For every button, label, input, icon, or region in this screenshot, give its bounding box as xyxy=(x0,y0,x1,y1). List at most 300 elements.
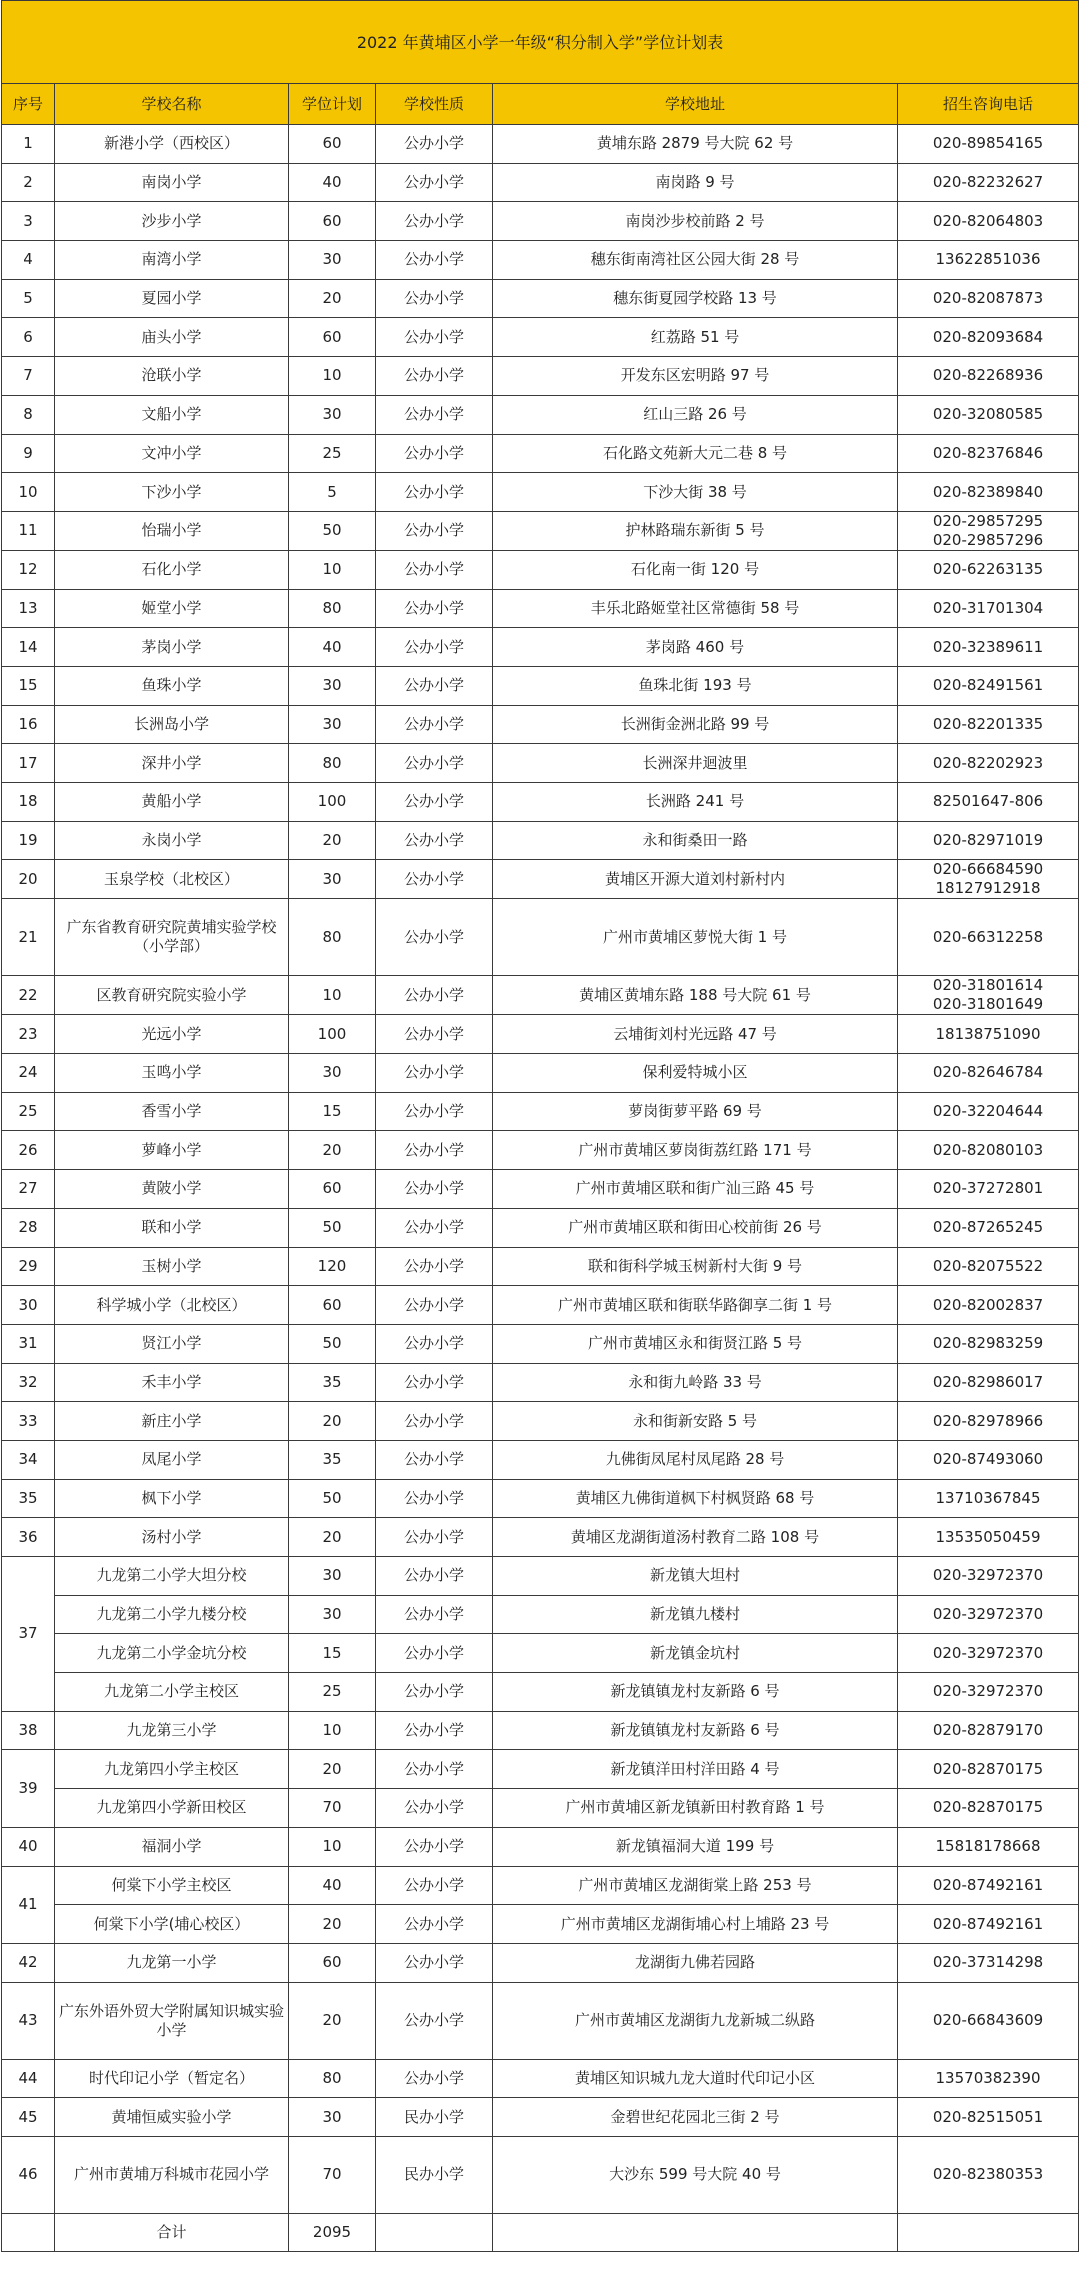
table-row xyxy=(2,511,1079,550)
contact-phone xyxy=(898,1363,1079,1402)
contact-phone xyxy=(898,1595,1079,1634)
school-address: 红荔路 51 号 xyxy=(493,318,898,357)
school-address: 丰乐北路姬堂社区常德街 58 号 xyxy=(493,589,898,628)
table-row xyxy=(2,976,1079,1015)
column-header: 学校性质 xyxy=(376,84,493,125)
seat-quota: 120 xyxy=(289,1247,376,1286)
seat-quota: 80 xyxy=(289,744,376,783)
seat-quota: 10 xyxy=(289,1711,376,1750)
school-name: 文船小学 xyxy=(55,395,289,434)
contact-phone xyxy=(898,628,1079,667)
table-row xyxy=(2,589,1079,628)
school-address: 永和街九岭路 33 号 xyxy=(493,1363,898,1402)
school-type: 公办小学 xyxy=(376,395,493,434)
school-type: 公办小学 xyxy=(376,550,493,589)
phone-number: 82501647-806 xyxy=(932,792,1044,811)
school-address: 下沙大街 38 号 xyxy=(493,473,898,512)
table-row xyxy=(2,1402,1079,1441)
contact-phone xyxy=(898,899,1079,976)
school-name: 下沙小学 xyxy=(55,473,289,512)
phone-number: 13622851036 xyxy=(935,250,1041,269)
seat-quota: 25 xyxy=(289,1673,376,1712)
phone-number: 020-82075522 xyxy=(932,1256,1044,1275)
phone-number: 020-87265245 xyxy=(932,1218,1044,1237)
seat-quota: 50 xyxy=(289,1479,376,1518)
row-number: 29 xyxy=(2,1247,55,1286)
row-number: 26 xyxy=(2,1131,55,1170)
table-row xyxy=(2,1131,1079,1170)
school-type: 公办小学 xyxy=(376,318,493,357)
phone-number: 020-32972370 xyxy=(932,1643,1044,1662)
contact-phone xyxy=(898,1866,1079,1905)
school-type: 公办小学 xyxy=(376,1634,493,1673)
seat-quota: 20 xyxy=(289,1131,376,1170)
phone-number: 020-82232627 xyxy=(932,173,1044,192)
row-number: 6 xyxy=(2,318,55,357)
contact-phone xyxy=(898,1479,1079,1518)
table-row xyxy=(2,821,1079,860)
table-row xyxy=(2,279,1079,318)
phone-number: 020-62263135 xyxy=(932,560,1044,579)
contact-phone xyxy=(898,744,1079,783)
school-name: 石化小学 xyxy=(55,550,289,589)
school-address: 云埔街刘村光远路 47 号 xyxy=(493,1015,898,1054)
table-row xyxy=(2,1363,1079,1402)
school-name: 香雪小学 xyxy=(55,1092,289,1131)
seat-quota: 30 xyxy=(289,666,376,705)
contact-phone xyxy=(898,1054,1079,1093)
table-row xyxy=(2,744,1079,783)
table-row xyxy=(2,899,1079,976)
total-label: 合计 xyxy=(55,2213,289,2251)
table-row xyxy=(2,202,1079,241)
school-name: 九龙第二小学大坦分校 xyxy=(55,1557,289,1596)
school-name: 怡瑞小学 xyxy=(55,511,289,550)
school-address: 广州市黄埔区龙湖街棠上路 253 号 xyxy=(493,1866,898,1905)
school-name: 福洞小学 xyxy=(55,1827,289,1866)
contact-phone xyxy=(898,241,1079,280)
school-type: 公办小学 xyxy=(376,241,493,280)
contact-phone xyxy=(898,1170,1079,1209)
school-address: 新龙镇洋田村洋田路 4 号 xyxy=(493,1750,898,1789)
school-address: 联和街科学城玉树新村大街 9 号 xyxy=(493,1247,898,1286)
phone-number: 18127912918 xyxy=(935,879,1041,898)
school-address: 茅岗路 460 号 xyxy=(493,628,898,667)
contact-phone xyxy=(898,1324,1079,1363)
row-number: 33 xyxy=(2,1402,55,1441)
contact-phone xyxy=(898,2098,1079,2137)
school-address: 广州市黄埔区新龙镇新田村教育路 1 号 xyxy=(493,1789,898,1828)
seat-quota: 60 xyxy=(289,318,376,357)
row-number: 25 xyxy=(2,1092,55,1131)
contact-phone xyxy=(898,1247,1079,1286)
table-row xyxy=(2,1247,1079,1286)
contact-phone xyxy=(898,318,1079,357)
table-row xyxy=(2,1827,1079,1866)
school-name: 贤江小学 xyxy=(55,1324,289,1363)
seat-quota: 35 xyxy=(289,1363,376,1402)
phone-number: 020-82064803 xyxy=(932,211,1044,230)
contact-phone xyxy=(898,357,1079,396)
school-name: 萝峰小学 xyxy=(55,1131,289,1170)
contact-phone xyxy=(898,1557,1079,1596)
school-address: 萝岗街萝平路 69 号 xyxy=(493,1092,898,1131)
school-address: 龙湖街九佛若园路 xyxy=(493,1943,898,1982)
total-empty-cell xyxy=(898,2213,1079,2251)
school-address: 长洲路 241 号 xyxy=(493,783,898,822)
row-number: 1 xyxy=(2,125,55,164)
school-name: 区教育研究院实验小学 xyxy=(55,976,289,1015)
school-address: 黄埔区九佛街道枫下村枫贤路 68 号 xyxy=(493,1479,898,1518)
table-row xyxy=(2,1595,1079,1634)
row-number: 43 xyxy=(2,1982,55,2059)
row-number: 21 xyxy=(2,899,55,976)
seat-quota: 20 xyxy=(289,1518,376,1557)
phone-number: 13570382390 xyxy=(935,2068,1041,2087)
row-number: 44 xyxy=(2,2059,55,2098)
school-type: 公办小学 xyxy=(376,357,493,396)
school-type: 公办小学 xyxy=(376,705,493,744)
table-row xyxy=(2,125,1079,164)
row-number: 8 xyxy=(2,395,55,434)
row-number: 37 xyxy=(2,1557,55,1712)
school-name: 禾丰小学 xyxy=(55,1363,289,1402)
seat-quota: 20 xyxy=(289,279,376,318)
school-name: 永岗小学 xyxy=(55,821,289,860)
table-row xyxy=(2,705,1079,744)
contact-phone xyxy=(898,1131,1079,1170)
contact-phone xyxy=(898,1673,1079,1712)
seat-quota: 70 xyxy=(289,1789,376,1828)
phone-number: 020-82978966 xyxy=(932,1411,1044,1430)
school-address: 红山三路 26 号 xyxy=(493,395,898,434)
row-number: 22 xyxy=(2,976,55,1015)
school-address: 开发东区宏明路 97 号 xyxy=(493,357,898,396)
table-row xyxy=(2,1479,1079,1518)
phone-number: 020-82268936 xyxy=(932,366,1044,385)
school-address: 保利爱特城小区 xyxy=(493,1054,898,1093)
school-type: 公办小学 xyxy=(376,1324,493,1363)
school-type: 民办小学 xyxy=(376,2098,493,2137)
row-number: 18 xyxy=(2,783,55,822)
phone-number: 020-82201335 xyxy=(932,714,1044,733)
total-empty-cell xyxy=(376,2213,493,2251)
contact-phone xyxy=(898,473,1079,512)
school-address: 长洲深井迴波里 xyxy=(493,744,898,783)
school-name: 玉鸣小学 xyxy=(55,1054,289,1093)
school-type: 公办小学 xyxy=(376,1943,493,1982)
school-type: 公办小学 xyxy=(376,1092,493,1131)
contact-phone xyxy=(898,860,1079,899)
table-row xyxy=(2,163,1079,202)
school-name: 黄埔恒威实验小学 xyxy=(55,2098,289,2137)
phone-number: 020-82491561 xyxy=(932,676,1044,695)
contact-phone xyxy=(898,1518,1079,1557)
school-address: 广州市黄埔区联和街田心校前街 26 号 xyxy=(493,1208,898,1247)
row-number: 46 xyxy=(2,2136,55,2213)
seat-quota: 30 xyxy=(289,1595,376,1634)
seat-quota: 30 xyxy=(289,705,376,744)
column-header: 学位计划 xyxy=(289,84,376,125)
school-type: 公办小学 xyxy=(376,744,493,783)
seat-quota: 10 xyxy=(289,976,376,1015)
seat-quota: 35 xyxy=(289,1440,376,1479)
contact-phone xyxy=(898,1905,1079,1944)
seat-quota: 20 xyxy=(289,1750,376,1789)
contact-phone xyxy=(898,1440,1079,1479)
school-type: 公办小学 xyxy=(376,1557,493,1596)
phone-number: 020-87493060 xyxy=(932,1450,1044,1469)
seat-quota: 100 xyxy=(289,783,376,822)
table-row xyxy=(2,1634,1079,1673)
row-number: 10 xyxy=(2,473,55,512)
school-type: 公办小学 xyxy=(376,666,493,705)
contact-phone xyxy=(898,125,1079,164)
school-name: 沧联小学 xyxy=(55,357,289,396)
seat-quota: 50 xyxy=(289,1208,376,1247)
phone-number: 020-82971019 xyxy=(932,831,1044,850)
seat-quota: 20 xyxy=(289,1905,376,1944)
school-type: 公办小学 xyxy=(376,125,493,164)
contact-phone xyxy=(898,666,1079,705)
school-type: 公办小学 xyxy=(376,1247,493,1286)
phone-number: 020-32972370 xyxy=(932,1682,1044,1701)
phone-number: 020-29857296 xyxy=(932,530,1044,549)
school-address: 鱼珠北街 193 号 xyxy=(493,666,898,705)
table-row xyxy=(2,2136,1079,2213)
row-number: 41 xyxy=(2,1866,55,1943)
phone-number: 020-87492161 xyxy=(932,1875,1044,1894)
school-name: 时代印记小学（暂定名） xyxy=(55,2059,289,2098)
phone-number: 020-32972370 xyxy=(932,1605,1044,1624)
school-type: 公办小学 xyxy=(376,511,493,550)
contact-phone xyxy=(898,395,1079,434)
table-row xyxy=(2,860,1079,899)
school-name: 南岗小学 xyxy=(55,163,289,202)
phone-number: 020-82389840 xyxy=(932,482,1044,501)
school-name: 广东省教育研究院黄埔实验学校（小学部） xyxy=(55,899,289,976)
school-type: 公办小学 xyxy=(376,1982,493,2059)
row-number: 17 xyxy=(2,744,55,783)
school-address: 新龙镇福洞大道 199 号 xyxy=(493,1827,898,1866)
seat-quota: 60 xyxy=(289,125,376,164)
row-number: 23 xyxy=(2,1015,55,1054)
table-row xyxy=(2,318,1079,357)
phone-number: 020-82093684 xyxy=(932,327,1044,346)
phone-number: 020-31801614 xyxy=(932,976,1044,995)
school-name: 黄船小学 xyxy=(55,783,289,822)
school-name: 夏园小学 xyxy=(55,279,289,318)
school-type: 公办小学 xyxy=(376,2059,493,2098)
row-number: 19 xyxy=(2,821,55,860)
phone-number: 020-82986017 xyxy=(932,1372,1044,1391)
contact-phone xyxy=(898,434,1079,473)
school-type: 公办小学 xyxy=(376,589,493,628)
school-type: 公办小学 xyxy=(376,1479,493,1518)
school-name: 九龙第一小学 xyxy=(55,1943,289,1982)
phone-number: 020-32972370 xyxy=(932,1566,1044,1585)
phone-number: 020-82646784 xyxy=(932,1063,1044,1082)
school-quota-table xyxy=(1,0,1079,2252)
phone-number: 020-89854165 xyxy=(932,134,1044,153)
school-name: 九龙第四小学主校区 xyxy=(55,1750,289,1789)
table-row xyxy=(2,357,1079,396)
seat-quota: 20 xyxy=(289,1402,376,1441)
table-row xyxy=(2,2059,1079,2098)
school-name: 枫下小学 xyxy=(55,1479,289,1518)
phone-number: 020-66312258 xyxy=(932,927,1044,946)
school-address: 石化路文苑新大元二巷 8 号 xyxy=(493,434,898,473)
row-number: 39 xyxy=(2,1750,55,1827)
table-row xyxy=(2,1750,1079,1789)
table-row xyxy=(2,434,1079,473)
row-number: 13 xyxy=(2,589,55,628)
row-number: 42 xyxy=(2,1943,55,1982)
school-name: 汤村小学 xyxy=(55,1518,289,1557)
school-name: 九龙第二小学金坑分校 xyxy=(55,1634,289,1673)
row-number: 35 xyxy=(2,1479,55,1518)
row-number: 36 xyxy=(2,1518,55,1557)
phone-number: 020-31701304 xyxy=(932,598,1044,617)
school-address: 长洲街金洲北路 99 号 xyxy=(493,705,898,744)
school-name: 九龙第二小学主校区 xyxy=(55,1673,289,1712)
table-row xyxy=(2,1943,1079,1982)
school-type: 公办小学 xyxy=(376,434,493,473)
seat-quota: 70 xyxy=(289,2136,376,2213)
school-type: 公办小学 xyxy=(376,628,493,667)
contact-phone xyxy=(898,1208,1079,1247)
row-number: 30 xyxy=(2,1286,55,1325)
table-body xyxy=(2,125,1079,2214)
contact-phone xyxy=(898,1943,1079,1982)
seat-quota: 60 xyxy=(289,1943,376,1982)
school-name: 深井小学 xyxy=(55,744,289,783)
table-row xyxy=(2,550,1079,589)
row-number: 2 xyxy=(2,163,55,202)
seat-quota: 10 xyxy=(289,357,376,396)
school-name: 姬堂小学 xyxy=(55,589,289,628)
school-type: 公办小学 xyxy=(376,1750,493,1789)
phone-number: 020-37272801 xyxy=(932,1179,1044,1198)
school-address: 新龙镇镇龙村友新路 6 号 xyxy=(493,1673,898,1712)
school-type: 公办小学 xyxy=(376,976,493,1015)
row-number: 20 xyxy=(2,860,55,899)
school-name: 九龙第二小学九楼分校 xyxy=(55,1595,289,1634)
contact-phone xyxy=(898,589,1079,628)
school-type: 公办小学 xyxy=(376,1673,493,1712)
school-address: 永和街桑田一路 xyxy=(493,821,898,860)
school-address: 永和街新安路 5 号 xyxy=(493,1402,898,1441)
school-address: 广州市黄埔区联和街广汕三路 45 号 xyxy=(493,1170,898,1209)
table-row xyxy=(2,1557,1079,1596)
column-header-row xyxy=(2,84,1079,125)
school-address: 石化南一街 120 号 xyxy=(493,550,898,589)
school-type: 公办小学 xyxy=(376,1015,493,1054)
contact-phone xyxy=(898,2136,1079,2213)
school-address: 新龙镇九楼村 xyxy=(493,1595,898,1634)
school-address: 黄埔区知识城九龙大道时代印记小区 xyxy=(493,2059,898,2098)
school-name: 科学城小学（北校区） xyxy=(55,1286,289,1325)
table-row xyxy=(2,1905,1079,1944)
school-type: 民办小学 xyxy=(376,2136,493,2213)
school-type: 公办小学 xyxy=(376,1789,493,1828)
phone-number: 020-82870175 xyxy=(932,1759,1044,1778)
phone-number: 020-32080585 xyxy=(932,405,1044,424)
page-title: 2022 年黄埔区小学一年级“积分制入学”学位计划表 xyxy=(2,1,1079,84)
phone-number: 15818178668 xyxy=(935,1837,1041,1856)
school-type: 公办小学 xyxy=(376,1905,493,1944)
contact-phone xyxy=(898,1750,1079,1789)
school-type: 公办小学 xyxy=(376,1827,493,1866)
school-type: 公办小学 xyxy=(376,783,493,822)
school-type: 公办小学 xyxy=(376,860,493,899)
school-address: 穗东街南湾社区公园大街 28 号 xyxy=(493,241,898,280)
table-row xyxy=(2,1982,1079,2059)
table-row xyxy=(2,1518,1079,1557)
table-row xyxy=(2,2098,1079,2137)
phone-number: 020-32389611 xyxy=(932,637,1044,656)
school-type: 公办小学 xyxy=(376,1711,493,1750)
seat-quota: 30 xyxy=(289,860,376,899)
contact-phone xyxy=(898,1092,1079,1131)
school-type: 公办小学 xyxy=(376,1595,493,1634)
school-name: 光远小学 xyxy=(55,1015,289,1054)
school-address: 黄埔区开源大道刘村新村内 xyxy=(493,860,898,899)
phone-number: 020-82080103 xyxy=(932,1140,1044,1159)
seat-quota: 5 xyxy=(289,473,376,512)
school-name: 玉泉学校（北校区） xyxy=(55,860,289,899)
contact-phone xyxy=(898,202,1079,241)
table-row xyxy=(2,1789,1079,1828)
table-row xyxy=(2,1673,1079,1712)
school-address: 黄埔区龙湖街道汤村教育二路 108 号 xyxy=(493,1518,898,1557)
school-address: 大沙东 599 号大院 40 号 xyxy=(493,2136,898,2213)
row-number: 32 xyxy=(2,1363,55,1402)
school-name: 联和小学 xyxy=(55,1208,289,1247)
contact-phone xyxy=(898,1402,1079,1441)
row-number: 31 xyxy=(2,1324,55,1363)
row-number: 9 xyxy=(2,434,55,473)
row-number: 3 xyxy=(2,202,55,241)
school-address: 广州市黄埔区龙湖街埔心村上埔路 23 号 xyxy=(493,1905,898,1944)
contact-phone xyxy=(898,705,1079,744)
school-type: 公办小学 xyxy=(376,1286,493,1325)
school-address: 黄埔东路 2879 号大院 62 号 xyxy=(493,125,898,164)
contact-phone xyxy=(898,1982,1079,2059)
contact-phone xyxy=(898,1634,1079,1673)
phone-number: 020-82202923 xyxy=(932,753,1044,772)
school-name: 沙步小学 xyxy=(55,202,289,241)
phone-number: 020-82515051 xyxy=(932,2107,1044,2126)
table-row xyxy=(2,241,1079,280)
seat-quota: 60 xyxy=(289,1170,376,1209)
row-number: 12 xyxy=(2,550,55,589)
seat-quota: 30 xyxy=(289,1557,376,1596)
phone-number: 020-37314298 xyxy=(932,1953,1044,1972)
table-row xyxy=(2,1711,1079,1750)
school-address: 护林路瑞东新街 5 号 xyxy=(493,511,898,550)
table-row xyxy=(2,1054,1079,1093)
school-address: 穗东街夏园学校路 13 号 xyxy=(493,279,898,318)
total-empty-cell xyxy=(493,2213,898,2251)
phone-number: 13535050459 xyxy=(935,1527,1041,1546)
total-quota: 2095 xyxy=(289,2213,376,2251)
school-type: 公办小学 xyxy=(376,1131,493,1170)
row-number: 27 xyxy=(2,1170,55,1209)
seat-quota: 30 xyxy=(289,241,376,280)
phone-number: 020-66843609 xyxy=(932,2011,1044,2030)
phone-number: 020-82376846 xyxy=(932,443,1044,462)
